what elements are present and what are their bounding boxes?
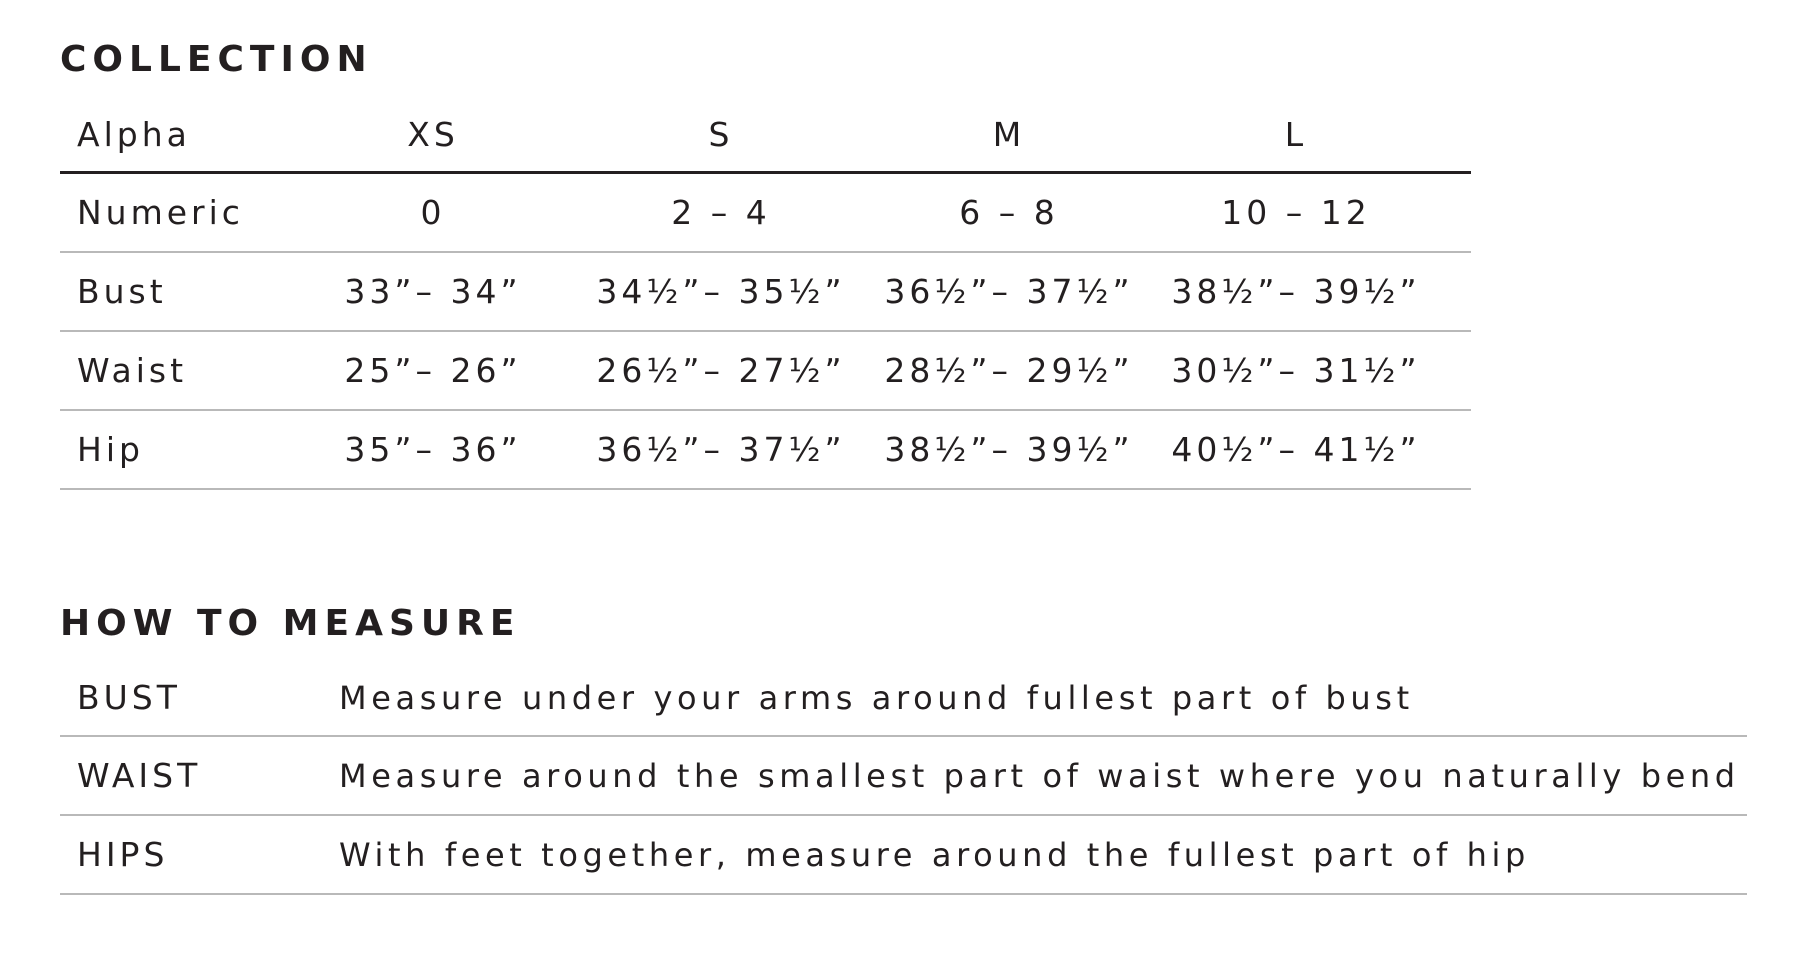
measure-row-bust <box>60 660 1747 737</box>
measure-label-hips: HIPS <box>77 835 169 874</box>
numeric-s: 2 – 4 <box>671 193 771 232</box>
row-label-waist: Waist <box>77 351 188 390</box>
hip-s: 36½”– 37½” <box>596 430 846 469</box>
row-label-hip: Hip <box>77 430 144 469</box>
row-label-bust: Bust <box>77 272 167 311</box>
measure-desc-hips: With feet together, measure around the fullest part of hip <box>339 835 1530 874</box>
row-label-alpha: Alpha <box>77 115 191 154</box>
waist-s: 26½”– 27½” <box>596 351 846 390</box>
size-header-m: M <box>992 115 1026 154</box>
size-row-waist <box>60 332 1471 411</box>
bust-l: 38½”– 39½” <box>1171 272 1421 311</box>
measure-label-bust: BUST <box>77 678 181 717</box>
measure-label-waist: WAIST <box>77 756 202 795</box>
size-header-row <box>60 98 1471 174</box>
measure-desc-waist: Measure around the smallest part of waist where you naturally bend <box>339 756 1740 795</box>
size-row-numeric <box>60 174 1471 253</box>
size-row-bust <box>60 253 1471 332</box>
measure-row-hips <box>60 816 1747 895</box>
hip-xs: 35”– 36” <box>344 430 522 469</box>
waist-xs: 25”– 26” <box>344 351 522 390</box>
numeric-m: 6 – 8 <box>959 193 1059 232</box>
size-header-s: S <box>708 115 734 154</box>
bust-s: 34½”– 35½” <box>596 272 846 311</box>
size-row-hip <box>60 411 1471 490</box>
how-to-measure-title: HOW TO MEASURE <box>60 603 521 644</box>
size-header-xs: XS <box>407 115 459 154</box>
row-label-numeric: Numeric <box>77 193 244 232</box>
hip-m: 38½”– 39½” <box>884 430 1134 469</box>
size-header-l: L <box>1284 115 1308 154</box>
waist-l: 30½”– 31½” <box>1171 351 1421 390</box>
size-chart-table <box>60 98 1471 490</box>
collection-title: COLLECTION <box>60 39 373 80</box>
numeric-xs: 0 <box>420 193 446 232</box>
measure-desc-bust: Measure under your arms around fullest part of bust <box>339 678 1414 717</box>
how-to-measure-table <box>60 660 1747 895</box>
measure-row-waist <box>60 737 1747 816</box>
bust-m: 36½”– 37½” <box>884 272 1134 311</box>
hip-l: 40½”– 41½” <box>1171 430 1421 469</box>
numeric-l: 10 – 12 <box>1221 193 1371 232</box>
waist-m: 28½”– 29½” <box>884 351 1134 390</box>
bust-xs: 33”– 34” <box>344 272 522 311</box>
